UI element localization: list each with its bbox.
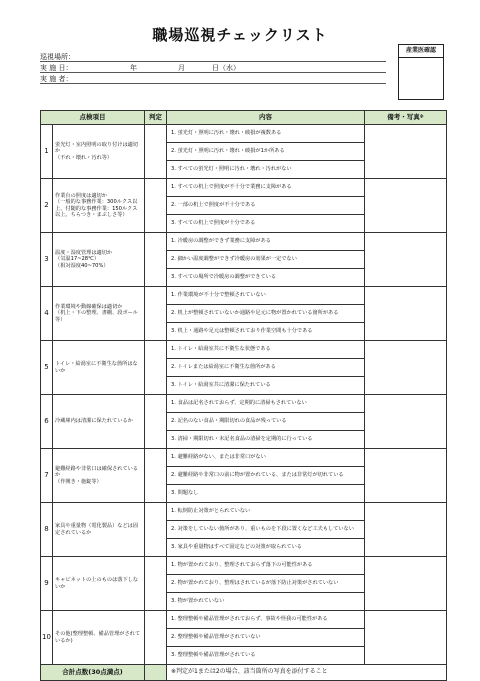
table-row — [41, 557, 447, 575]
remarks-cell[interactable] — [365, 395, 447, 449]
footer-note: ※判定が1または2の場合、該当箇所の写真を添付すること — [167, 665, 447, 681]
table-row — [41, 287, 447, 305]
content-option: 1. 作業環境が不十分で整頓されていない — [167, 287, 365, 305]
item-number: 9 — [41, 557, 53, 611]
check-item: その他(整理整頓、備品管理がされているか) — [53, 611, 145, 665]
content-option: 2. 物が置かれており、整理はされているが落下防止対策がされていない — [167, 575, 365, 593]
check-item: 作業台の照度は適切か （一般的な事務作業：300ルクス以上、付随的な事務作業：150ルクス以上。ちらつき・まぶしさ等） — [53, 179, 145, 233]
content-option: 3. トイレ・給湯室共に清潔に保たれている — [167, 377, 365, 395]
remarks-cell[interactable] — [365, 233, 447, 287]
check-item: 避難経路や非常口は確保されているか （作開き・施錠等） — [53, 449, 145, 503]
judge-cell[interactable] — [145, 287, 167, 341]
remarks-cell[interactable] — [365, 449, 447, 503]
judge-cell[interactable] — [145, 233, 167, 287]
remarks-cell[interactable] — [365, 125, 447, 179]
item-number: 1 — [41, 125, 53, 179]
content-option: 3. すべての場所で冷暖房の調整ができている — [167, 269, 365, 287]
content-option: 3. 家具や重量物はすべて固定などの対策が取られている — [167, 539, 365, 557]
item-number: 8 — [41, 503, 53, 557]
physician-confirm-box[interactable] — [398, 44, 444, 100]
content-option: 2. 記名のない食品・期限切れの食品が残っている — [167, 413, 365, 431]
item-number: 6 — [41, 395, 53, 449]
content-option: 3. 整理整頓や備品管理がされている — [167, 647, 365, 665]
content-option: 1. すべての机上で照度が不十分で業務に支障がある — [167, 179, 365, 197]
table-row — [41, 233, 447, 251]
content-option: 1. 食品は記名されておらず、定期的に清掃もされていない — [167, 395, 365, 413]
item-number: 4 — [41, 287, 53, 341]
check-item: 蛍光灯・室内照明の取り付けは適切か （不れ・壊れ・汚れ等） — [53, 125, 145, 179]
content-option: 1. 物が置かれており、整理されておらず落下の可能性がある — [167, 557, 365, 575]
content-option: 2. 避難経路や非常口の前に物が置かれている、または非常灯が切れている — [167, 467, 365, 485]
check-item: トイレ・給湯室に不衛生な箇所はないか — [53, 341, 145, 395]
person-label: 実 施 者： — [40, 75, 73, 83]
item-number: 2 — [41, 179, 53, 233]
physician-confirm-label: 産業医確認 — [399, 45, 443, 58]
judge-cell[interactable] — [145, 449, 167, 503]
content-option: 2. 一部の机上で照度が不十分である — [167, 197, 365, 215]
check-item: 作業環境や動線確保は適切か （机上・下の整理、書棚、段ボール等） — [53, 287, 145, 341]
check-item: 冷蔵庫内は清潔に保たれているか — [53, 395, 145, 449]
content-option: 1. 蛍光灯・照明に汚れ・壊れ・破損が複数ある — [167, 125, 365, 143]
table-row — [41, 395, 447, 413]
content-option: 1. トイレ・給湯室共に不衛生な状態である — [167, 341, 365, 359]
content-option: 2. 細かい温度調整ができず冷暖房の効果が一定でない — [167, 251, 365, 269]
remarks-cell[interactable] — [365, 611, 447, 665]
judge-cell[interactable] — [145, 503, 167, 557]
judge-cell[interactable] — [145, 179, 167, 233]
date-month: 月 — [178, 64, 185, 72]
place-label: 巡視場所： — [40, 53, 75, 61]
person-underline — [40, 83, 386, 84]
content-option: 2. 蛍光灯・照明に汚れ・壊れ・破損が1か所ある — [167, 143, 365, 161]
remarks-mark: ※ — [419, 114, 424, 120]
judge-cell[interactable] — [145, 341, 167, 395]
judge-cell[interactable] — [145, 125, 167, 179]
total-row — [41, 665, 447, 681]
content-option: 2. 整理整頓や備品管理がされていない — [167, 629, 365, 647]
col-header-content: 内容 — [167, 111, 365, 125]
place-underline — [40, 61, 386, 62]
table-row — [41, 449, 447, 467]
remarks-cell[interactable] — [365, 287, 447, 341]
content-option: 3. 問題なし — [167, 485, 365, 503]
item-number: 3 — [41, 233, 53, 287]
item-number: 7 — [41, 449, 53, 503]
item-number: 10 — [41, 611, 53, 665]
table-row — [41, 341, 447, 359]
content-option: 2. トイレまたは給湯室に不衛生な箇所がある — [167, 359, 365, 377]
check-item: 温度・湿度管理は適切か （気温17~28℃） （相対湿度40~70%） — [53, 233, 145, 287]
page-title: 職場巡視チェックリスト — [152, 26, 328, 44]
content-option: 1. 避難経路がない、または非常口がない — [167, 449, 365, 467]
item-number: 5 — [41, 341, 53, 395]
table-header-row — [41, 111, 447, 125]
remarks-cell[interactable] — [365, 179, 447, 233]
table-row — [41, 503, 447, 521]
content-option: 2. 対策をしていない箇所があり、重いものを下段に置くなど工夫もしていない — [167, 521, 365, 539]
content-option: 3. すべての机上で照度が十分である — [167, 215, 365, 233]
content-option: 3. 物が置かれていない — [167, 593, 365, 611]
checklist-table — [40, 110, 447, 681]
remarks-cell[interactable] — [365, 557, 447, 611]
content-option: 3. 清掃・期限切れ・未記名食品の清掃を定期的に行っている — [167, 431, 365, 449]
content-option: 2. 机上が整頓されていないか通路や足元に物が置かれている箇所がある — [167, 305, 365, 323]
judge-cell[interactable] — [145, 557, 167, 611]
check-item: キャビネットの上のものは落下しないか — [53, 557, 145, 611]
date-year: 年 — [130, 64, 137, 72]
date-label: 実 施 日： — [40, 64, 73, 72]
check-item: 家具や重量物（電化製品）などは固定されているか — [53, 503, 145, 557]
total-label: 合計点数(30点満点) — [41, 665, 145, 681]
judge-cell[interactable] — [145, 611, 167, 665]
col-header-item: 点検項目 — [41, 111, 145, 125]
remarks-cell[interactable] — [365, 503, 447, 557]
table-row — [41, 611, 447, 629]
content-option: 1. 整理整頓や備品管理がされておらず、事故や怪我の可能性がある — [167, 611, 365, 629]
table-row — [41, 179, 447, 197]
content-option: 3. 机上・通路や足元は整頓されており作業空間も十分である — [167, 323, 365, 341]
remarks-label: 備考・写真 — [387, 113, 420, 122]
content-option: 1. 転倒防止対策がとられていない — [167, 503, 365, 521]
col-header-judge: 判定 — [145, 111, 167, 125]
table-row — [41, 125, 447, 143]
col-header-remarks — [365, 111, 447, 125]
date-underline — [40, 72, 386, 73]
remarks-cell[interactable] — [365, 341, 447, 395]
content-option: 3. すべての蛍光灯・照明に汚れ・壊れ・汚れがない — [167, 161, 365, 179]
date-day: 日（水） — [212, 64, 240, 72]
judge-cell[interactable] — [145, 395, 167, 449]
total-score-cell[interactable] — [145, 665, 167, 681]
content-option: 1. 冷暖房の調整ができず業務に支障がある — [167, 233, 365, 251]
